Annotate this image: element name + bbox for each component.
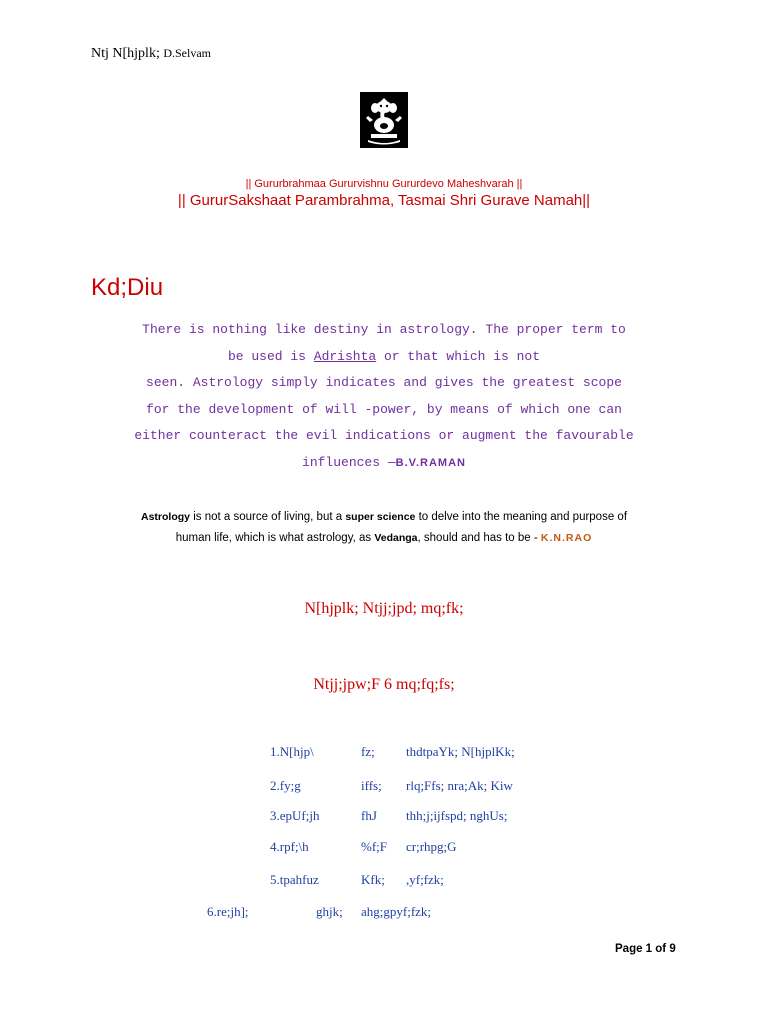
quote-line: for the development of will -power, by means of which one can: [146, 401, 622, 417]
anga-meaning: ,yf;fzk;: [406, 872, 444, 887]
quote-author: B.V.RAMAN: [395, 456, 466, 469]
anga-name: 6.re;jh];: [207, 904, 249, 919]
anga-name: 1.N[hjp\: [270, 744, 314, 759]
anga-meaning: cr;rhpg;G: [406, 839, 457, 854]
anga-meaning: ahg;gpyf;fzk;: [361, 904, 432, 919]
header-title: Ntj N[hjplk;: [91, 46, 160, 61]
shloka-line-1: || Gururbrahmaa Gururvishnu Gururdevo Maheshvarah ||: [245, 178, 523, 190]
heading-six-angas: Ntjj;jpw;F 6 mq;fq;fs;: [313, 676, 455, 693]
quote-line: There is nothing like destiny in astrology. The proper term to: [142, 322, 626, 337]
rao-statement: [100, 507, 668, 549]
statement-text: human life, which is what astrology, as: [175, 532, 375, 544]
quote-text: or that which is not: [376, 348, 541, 364]
statement-text: to delve into the meaning and purpose of: [415, 511, 628, 523]
statement-text: is not a source of living, but a: [190, 511, 346, 523]
header-author: D.Selvam: [163, 46, 212, 60]
statement-bold: Astrology: [140, 511, 190, 523]
quote-text: influences —: [302, 454, 396, 470]
anga-name: 5.tpahfuz: [270, 872, 319, 887]
anga-part: iffs;: [361, 778, 382, 793]
quote-line: [88, 450, 680, 477]
section-title: Kd;Diu: [91, 274, 164, 301]
anga-meaning: thh;j;ijfspd; nghUs;: [406, 808, 508, 823]
quote-line: [88, 344, 680, 371]
page-number: Page 1 of 9: [615, 943, 676, 955]
anga-name: 4.rpf;\h: [270, 839, 309, 854]
shloka-line-2: || GururSakshaat Parambrahma, Tasmai Shri Gurave Namah||: [177, 192, 591, 209]
anga-meaning: rlq;Ffs; nra;Ak; Kiw: [406, 778, 513, 793]
statement-bold: Vedanga: [374, 532, 418, 544]
ganesha-icon: [360, 92, 408, 148]
statement-author: K.N.RAO: [540, 532, 593, 544]
raman-quote: [88, 317, 680, 476]
page-header: [91, 46, 211, 62]
anga-meaning: thdtpaYk; N[hjplKk;: [406, 744, 515, 759]
anga-name: 3.epUf;jh: [270, 808, 320, 823]
quote-text: be used is: [227, 348, 314, 364]
anga-part: fhJ: [361, 808, 377, 823]
adrishta-term: Adrishta: [313, 348, 377, 364]
quote-line: either counteract the evil indications or augment the favourable: [134, 428, 634, 443]
anga-name: 2.fy;g: [270, 778, 301, 793]
statement-bold: super science: [345, 511, 416, 523]
anga-part: Kfk;: [361, 872, 385, 887]
heading-jyotisha-anga: N[hjplk; Ntjj;jpd; mq;fk;: [304, 600, 464, 617]
anga-part: fz;: [361, 744, 375, 759]
anga-part: ghjk;: [316, 904, 343, 919]
anga-part: %f;F: [361, 839, 387, 854]
statement-text: , should and has to be -: [417, 532, 541, 544]
quote-line: seen. Astrology simply indicates and gives the greatest scope: [146, 375, 622, 390]
